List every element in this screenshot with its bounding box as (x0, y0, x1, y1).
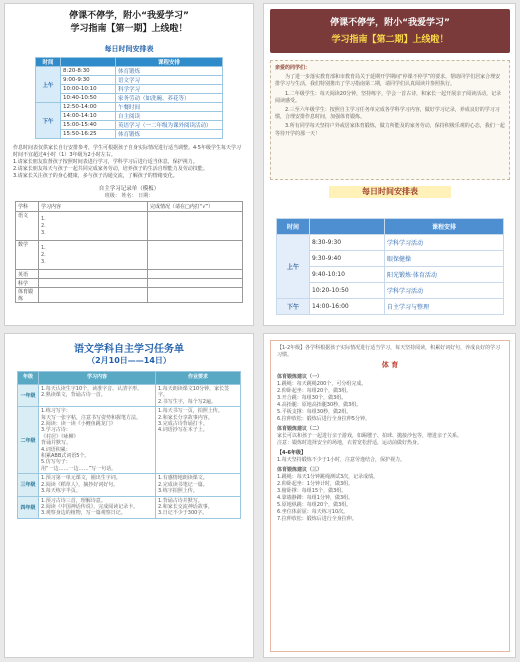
table-cell-activity: 家务劳动（如洗碗、养花等） (116, 94, 223, 103)
page1-paragraph: 作息时间表仅供家长自行安排参考，学生可根据孩子自身实际情况进行适当调整。4·5年级学生每天学习时间不宜超过4小时（1）3年级为2小时左右。 (13, 145, 241, 158)
page4-note: 【1-2年级】各学科根据孩子实际情况进行适当学习，每天坚持阅读，积累好词好句，养成良好的学习习惯。 (277, 345, 501, 358)
task-line: 1.背诵古诗并默写。 (158, 497, 203, 504)
page2-greeting: 亲爱的同学们： (275, 65, 311, 71)
table-cell-activity: 语文学习 (116, 76, 223, 85)
record-col-subject: 学科 (16, 202, 39, 212)
record-col-status: 完成情况（请在□内打“√”） (148, 202, 243, 212)
record-col-content: 学习内容 (39, 202, 148, 212)
th-course: 课程安排 (116, 58, 223, 67)
th-course: 课程安排 (385, 219, 504, 235)
table-cell-activity: 自主学习与整理 (385, 299, 504, 315)
page3-task-table (17, 371, 241, 519)
content-line: 1.练习写字： (41, 408, 71, 415)
record-subject: 科学 (16, 279, 39, 288)
page3-subtitle: （2月10日——14日） (87, 356, 171, 365)
grade-label: 四年级 (18, 496, 39, 518)
section-line: 5.平板支撑：每组30秒，做2组。 (277, 409, 352, 415)
page1-title-line-2: 学习指南【第一期】上线啦！ (70, 24, 188, 34)
table-cell-time: 15:50-16:25 (61, 130, 116, 139)
th-task: 作业要求 (156, 372, 241, 385)
section-heading: 体育锻炼建议（一） (277, 374, 323, 380)
table-cell-activity: 英语学习（一二年级为课外阅读活动） (116, 121, 223, 130)
record-subject: 英语 (16, 270, 39, 279)
section-line: 7.拉伸放松：锻炼后进行全身拉伸。 (277, 516, 357, 522)
page1-paragraph: 3.请家长关注孩子的身心健康，多与孩子沟通交流，了解孩子的情绪变化。 (13, 173, 178, 179)
content-line: 3.每天练字半页。 (41, 488, 81, 495)
section-heading: 体育锻炼建议（二） (277, 426, 323, 432)
table-cell-time: 8:30-9:30 (310, 235, 385, 251)
section-line: 3.俯卧撑：每组15个，做3组。 (277, 488, 347, 494)
section-line: 6.坐位体前屈：每天练习10次。 (277, 509, 349, 515)
table-cell-activity: 眼保健操 (385, 251, 504, 267)
content-line: 背诵并默写。 (41, 440, 72, 447)
session-morning: 上午 (277, 235, 310, 299)
content-line: 3.观察身边的植物，写一篇观察日记。 (41, 510, 126, 517)
table-cell-time: 12:50-14:00 (61, 103, 116, 112)
page2-intro-paragraph: 为了进一步落实教育部和市教育局关于延期开学期间“停课不停学”的要求，帮助同学们居家合理安排学习与生活，我们特别推出了学习指南第二期，请同学们认真阅读并参照执行。 (275, 74, 501, 88)
content-line: 用“一边……一边……”写一句话。 (41, 465, 117, 472)
th-grade: 年级 (18, 372, 39, 385)
section-heading: 体育锻炼建议（三） (277, 467, 323, 473)
page2-banner-line-2: 学习指南【第二期】上线啦！ (331, 35, 449, 45)
content-line: 2.阅读《稻草人》，摘抄好词好句。 (41, 481, 119, 488)
page1-paragraph: 2.请家长朋友每天与孩子一起共同完成家务劳动，培养孩子的生活自理能力及劳动技能。 (13, 166, 208, 172)
table-cell-time: 15:00-15:40 (61, 121, 116, 130)
section-line: 2.仰卧起坐：每组20个，做3组。 (277, 388, 352, 394)
page2-intro-paragraph: 1.二年级学生：每天阅读20分钟，坚持练字，学会一首古诗，和家长一起开展亲子阅读活动，记录阅读感受。 (275, 90, 502, 104)
task-line: 2.和家长分享故事内容。 (158, 414, 213, 421)
th-blank (310, 219, 385, 235)
record-table: 学科 学习内容 完成情况（请在□内打“√”） 语文 1. 2. 3. 数学 1. 2. 3. 英语 科学 体育锻炼 (15, 201, 243, 303)
task-line: 1.每天朗读课文10分钟，家长签字。 (158, 386, 230, 399)
record-subject: 数学 (16, 241, 39, 270)
th-content: 学习内容 (39, 372, 156, 385)
task-line: 4.词语抄写在本子上。 (158, 427, 208, 434)
page1-schedule-title: 每日时间安排表 (104, 45, 154, 53)
page4-frame (270, 340, 510, 652)
page2-banner-line-1: 停课不停学，附小“我爱学习” (330, 18, 450, 28)
table-cell-time: 10:20-10:50 (310, 283, 385, 299)
table-cell-time: 14:00-14:10 (61, 112, 116, 121)
th-time: 时间 (36, 58, 61, 67)
th-blank (61, 58, 116, 67)
task-line: 3.练字拍照上传。 (158, 488, 198, 495)
section-line: 1.每天坚持锻炼不少于1小时，注意劳逸结合，保护视力。 (277, 457, 405, 463)
page1-title-line-1: 停课不停学，附小“我爱学习” (69, 11, 189, 21)
table-cell-activity: 阳光锻炼·体育活动 (385, 267, 504, 283)
table-cell-activity: 体育锻炼 (116, 130, 223, 139)
th-time: 时间 (277, 219, 310, 235)
table-cell-activity: 自主阅读 (116, 112, 223, 121)
content-line: 1.预习第一单元课文，圈出生字词。 (41, 475, 121, 482)
section-line: 1.跳绳：每天跳绳200个，可分组完成。 (277, 381, 367, 387)
guide-page-1 (4, 3, 254, 326)
task-line: 3.完成古诗背诵打卡。 (158, 421, 208, 428)
table-cell-time: 8:20-8:30 (61, 67, 116, 76)
section-line: 6.拉伸放松：锻炼后进行全身拉伸5分钟。 (277, 416, 370, 422)
section-line: 4.高抬腿：原地高抬腿30秒，做3组。 (277, 402, 362, 408)
page2-intro-paragraph: 2.三至六年级学生：按照自主学习任务单完成各学科学习内容，做好学习记录，养成良好的学习习惯，合理安排作息时间，加强体育锻炼。 (275, 107, 500, 121)
task-line: 2.完成读书笔记一篇。 (158, 481, 208, 488)
table-cell-time: 10:00-10:10 (61, 85, 116, 94)
task-line: 2.书写生字，每个写2遍。 (158, 398, 216, 405)
grade-label: 一年级 (18, 385, 39, 407)
section-line: 4.靠墙静蹲：每组1分钟，做3组。 (277, 495, 354, 501)
table-cell-activity: 体育锻炼 (116, 67, 223, 76)
content-line: 积累ABB式词语5个。 (41, 453, 90, 460)
task-line: 3.日记不少于300字。 (158, 510, 208, 517)
page1-paragraph: 1.请家长朋友监督孩子按照时间表进行学习，学科学习后进行适当休息，保护视力。 (13, 159, 198, 165)
task-line: 1.每天书写一页，拍照上传。 (158, 408, 223, 415)
content-line: 1.预习古诗三首，理解诗意。 (41, 497, 106, 504)
grade-label: 二年级 (18, 407, 39, 474)
guide-page-2 (263, 3, 516, 326)
record-header: 班级： 姓名： 日期： (104, 193, 154, 199)
section-line: 家长可以和孩子一起进行亲子游戏，如踢毽子、拍球、抛接沙包等，增进亲子关系。 (277, 433, 463, 439)
page2-intro-box (270, 60, 510, 180)
content-line: 3.学习古诗： (41, 427, 71, 434)
grade-label: 三年级 (18, 474, 39, 496)
section-line: 5.原地纵跳：每组20个，做3组。 (277, 502, 352, 508)
table-cell-time: 14:00-16:00 (310, 299, 385, 315)
content-line: 4.词语积累： (41, 446, 71, 453)
table-cell-activity: 学科学习活动 (385, 283, 504, 299)
table-cell-time: 9:00-9:30 (61, 76, 116, 85)
content-line: 2.阅读：读一读《小鲤鱼跳龙门》 (41, 421, 116, 428)
record-title: 自主学习记录单（模板） (98, 186, 160, 192)
content-line: 每天写一张字帖，注意书写姿势和握笔方法。 (41, 414, 142, 421)
page2-schedule-table (276, 218, 504, 315)
content-line: 1.每天认读生字10个，读准字音、认清字形。 (41, 386, 143, 392)
table-cell-time: 9:30-9:40 (310, 251, 385, 267)
table-cell-activity: 学科学习活动 (385, 235, 504, 251)
table-cell-time: 9:40-10:10 (310, 267, 385, 283)
page2-intro-paragraph: 3.所有同学每天坚持户外或居家体育锻炼，做力所能及的家务劳动，保持积极乐观的心态，我们一起等待开学的那一天！ (275, 123, 505, 137)
page2-banner (270, 9, 510, 53)
record-subject: 语文 (16, 212, 39, 241)
guide-page-4 (263, 333, 516, 658)
record-subject: 体育锻炼 (16, 288, 39, 303)
section-line: 2.仰卧起坐：1分钟计时，做3组。 (277, 481, 354, 487)
guide-page-3 (4, 333, 254, 658)
section-line: 注意：锻炼时选择安全的场地，衣着宽松舒适，运动前做好热身。 (277, 440, 423, 446)
table-cell-activity: 科学学习 (116, 85, 223, 94)
content-line: 5.仿写句子： (41, 459, 71, 466)
page1-schedule-table (35, 57, 223, 139)
task-line: 1.有感情地朗读课文。 (158, 475, 208, 482)
page4-section-title: 体 育 (381, 361, 399, 369)
table-cell-time: 10:40-10:50 (61, 94, 116, 103)
page3-title: 语文学科自主学习任务单 (74, 344, 184, 355)
task-line: 2.和家长交流神话故事。 (158, 503, 213, 510)
session-morning: 上午 (36, 67, 61, 103)
session-afternoon: 下午 (277, 299, 310, 315)
section-line: 3.开合跳：每组30个，做3组。 (277, 395, 347, 401)
session-afternoon: 下午 (36, 103, 61, 139)
content-line: 2.熟读课文，背诵古诗一首。 (41, 392, 106, 399)
section-heading: 【4-6年级】 (277, 450, 307, 456)
page2-schedule-title: 每日时间安排表 (329, 186, 451, 198)
content-line: 《村居》《咏柳》 (41, 433, 79, 440)
table-cell-activity: 午餐时间 (116, 103, 223, 112)
section-line: 1.跳绳：每天1分钟跳绳测试3次，记录成绩。 (277, 474, 379, 480)
content-line: 2.阅读《中国神话传说》，完成阅读记录卡。 (41, 503, 139, 510)
